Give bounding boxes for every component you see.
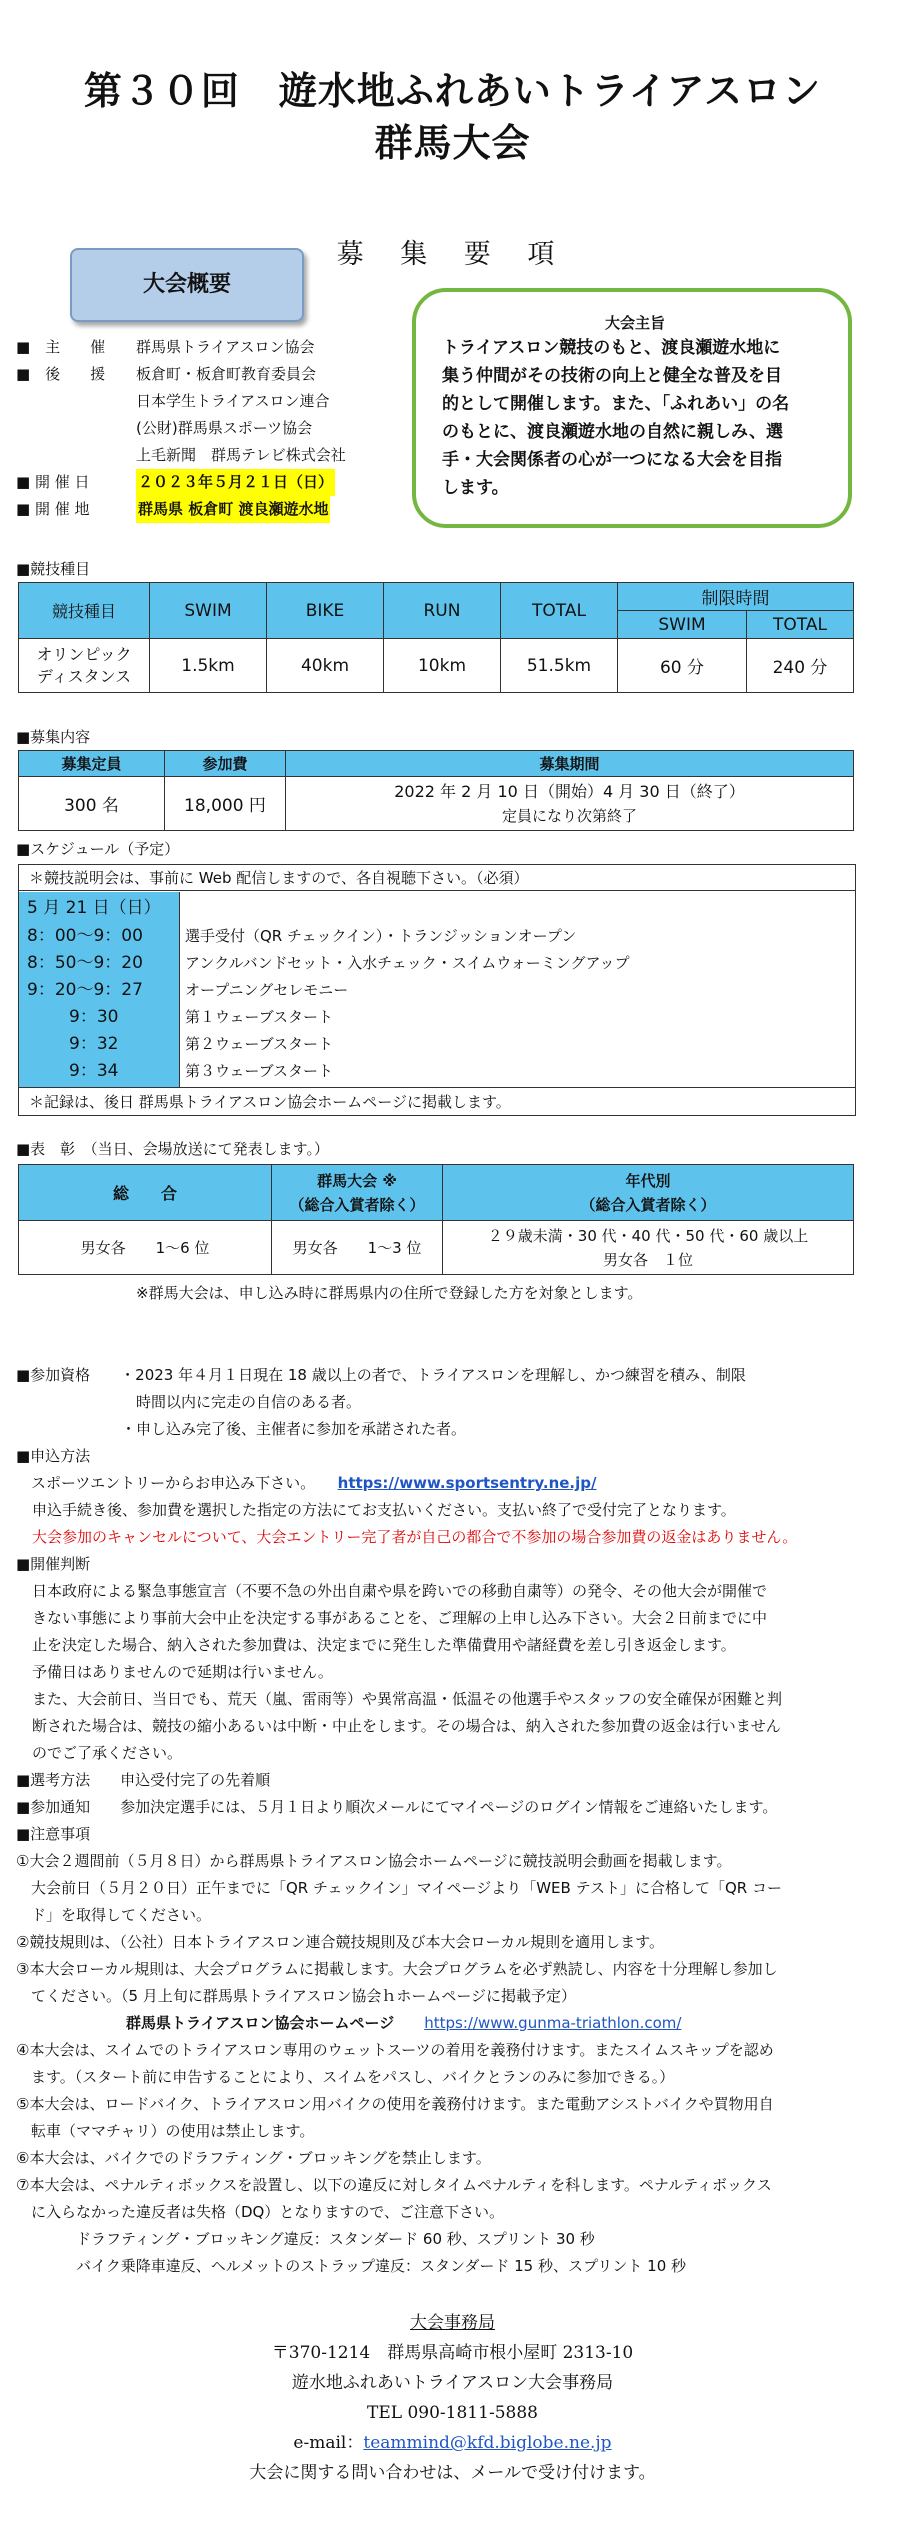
purpose-line: のもとに、渡良瀬遊水地の自然に親しみ、選 bbox=[442, 422, 784, 442]
event-limit-swim: 60 分 bbox=[618, 639, 747, 693]
recruit-period-note: 定員になり次第終了 bbox=[501, 806, 637, 825]
office-email-line bbox=[0, 2428, 905, 2458]
schedule-time: 9：34 bbox=[69, 1061, 119, 1081]
note-line: ⑥本大会は、バイクでのドラフティング・ブロッキングを禁止します。 bbox=[16, 2149, 491, 2167]
schedule-section-heading: ■スケジュール（予定） bbox=[16, 840, 180, 858]
notification-line: ■参加通知 参加決定選手には、５月１日より順次メールにてマイページのログイン情報をご連絡いたします。 bbox=[16, 1798, 778, 1816]
guidelines-body bbox=[16, 1362, 886, 2280]
events-section-heading: ■競技種目 bbox=[16, 560, 91, 578]
email-label: e-mail： bbox=[293, 2433, 364, 2453]
info-row-support-3 bbox=[16, 415, 346, 442]
info-value: (公財)群馬県スポーツ協会 bbox=[136, 419, 313, 437]
schedule-desc: 第２ウェーブスタート bbox=[185, 1035, 334, 1053]
schedule-desc: 選手受付（QR チェックイン）・トランジッションオープン bbox=[185, 927, 577, 945]
schedule-time: 9：30 bbox=[69, 1007, 119, 1027]
event-total: 51.5km bbox=[501, 639, 618, 693]
purpose-line: 手・大会関係者の心が一つになる大会を目指 bbox=[442, 450, 782, 470]
purpose-line: 集う仲間がその技術の向上と健全な普及を目 bbox=[442, 366, 782, 386]
office-name: 遊水地ふれあいトライアスロン大会事務局 bbox=[291, 2373, 614, 2393]
info-value: 日本学生トライアスロン連合 bbox=[136, 392, 330, 410]
info-key: ■ 後 援 bbox=[16, 365, 106, 383]
note-line: 転車（ママチャリ）の使用は禁止します。 bbox=[16, 2122, 315, 2140]
schedule-time: 9：32 bbox=[69, 1034, 119, 1054]
judge-line: きない事態により事前大会中止を決定する事があることを、ご理解の上申し込み下さい。大会２日前までに中 bbox=[32, 1609, 768, 1627]
judge-line: また、大会前日、当日でも、荒天（嵐、雷雨等）や異常高温・低温その他選手やスタッフの安全確保が困難と判 bbox=[32, 1690, 783, 1708]
eligibility-line: ・申し込み完了後、主催者に参加を承諾された者。 bbox=[16, 1420, 467, 1438]
events-header-event: 競技種目 bbox=[19, 583, 150, 639]
awards-header-gunma: 群馬大会 ※ bbox=[317, 1171, 397, 1190]
schedule-time: 8：50～9：20 bbox=[27, 953, 143, 973]
page-title: 第３０回 遊水地ふれあいトライアスロン bbox=[83, 69, 822, 113]
info-key: ■ 開 催 地 bbox=[16, 500, 90, 518]
penalty-line: ドラフティング・ブロッキング違反：スタンダード 60 秒、スプリント 30 秒 bbox=[16, 2230, 595, 2248]
awards-header-overall: 総 合 bbox=[19, 1165, 272, 1221]
info-row-support bbox=[16, 361, 346, 388]
note-line: ④本大会は、スイムでのトライアスロン専用のウェットスーツの着用を義務付けます。またスイムスキップを認め bbox=[16, 2041, 774, 2059]
recruit-header-fee: 参加費 bbox=[165, 751, 286, 777]
event-name: オリンピック ディスタンス bbox=[19, 639, 150, 693]
awards-header-age-note: （総合入賞者除く） bbox=[580, 1195, 716, 1214]
judge-line: 予備日はありませんので延期は行いません。 bbox=[32, 1663, 333, 1681]
purpose-line: 的として開催します。また、「ふれあい」の名 bbox=[442, 394, 790, 414]
recruit-capacity: 300 名 bbox=[19, 777, 165, 831]
note-line: てください。（5 月上旬に群馬県トライアスロン協会ｈホームページに掲載予定） bbox=[16, 1987, 577, 2005]
notes-heading: ■注意事項 bbox=[16, 1825, 91, 1843]
schedule-footer: ＊記録は、後日 群馬県トライアスロン協会ホームページに掲載します。 bbox=[19, 1087, 855, 1115]
events-header-limit: 制限時間 bbox=[618, 583, 854, 611]
info-key: ■ 開 催 日 bbox=[16, 473, 90, 491]
info-row-support-2 bbox=[16, 388, 346, 415]
events-table bbox=[18, 582, 854, 693]
awards-overall: 男女各 1～6 位 bbox=[19, 1221, 272, 1275]
awards-note: ※群馬大会は、申し込み時に群馬県内の住所で登録した方を対象とします。 bbox=[136, 1284, 643, 1302]
purpose-line: トライアスロン競技のもと、渡良瀬遊水地に bbox=[442, 338, 781, 358]
apply-payment-line: 申込手続き後、参加費を選択した指定の方法にてお支払いください。支払い終了で受付完了となります。 bbox=[32, 1501, 736, 1519]
office-contact: 大会に関する問い合わせは、メールで受け付けます。 bbox=[249, 2463, 656, 2483]
event-swim: 1.5km bbox=[150, 639, 267, 693]
info-row-support-4 bbox=[16, 442, 346, 469]
email-link[interactable]: teammind@kfd.biglobe.ne.jp bbox=[363, 2433, 612, 2453]
cancel-policy-line: 大会参加のキャンセルについて、大会エントリー完了者が自己の都合で不参加の場合参加費の返金はありません。 bbox=[32, 1528, 798, 1546]
events-header-limit-swim: SWIM bbox=[618, 611, 747, 639]
schedule-note: ＊競技説明会は、事前に Web 配信しますので、各自視聴下さい。（必須） bbox=[19, 865, 855, 891]
event-run: 10km bbox=[384, 639, 501, 693]
judge-line: 断された場合は、競技の縮小あるいは中断・中止をします。その場合は、納入された参加費の返金は行いません bbox=[32, 1717, 781, 1735]
judge-line: 日本政府による緊急事態宣言（不要不急の外出自粛や県を跨いでの移動自粛等）の発令、その他大会が開催で bbox=[32, 1582, 768, 1600]
schedule-desc: 第１ウェーブスタート bbox=[185, 1008, 334, 1026]
schedule-date: 5 月 21 日（日） bbox=[27, 898, 161, 918]
apply-line bbox=[16, 1470, 886, 1497]
info-row-organizer bbox=[16, 334, 346, 361]
recruit-section-heading: ■募集内容 bbox=[16, 728, 91, 746]
schedule-time: 8：00～9：00 bbox=[27, 926, 143, 946]
events-header-limit-total: TOTAL bbox=[747, 611, 854, 639]
events-header-run: RUN bbox=[384, 583, 501, 639]
note-line: ⑦本大会は、ペナルティボックスを設置し、以下の違反に対しタイムペナルティを科します。ペナルティボックス bbox=[16, 2176, 772, 2194]
office-block bbox=[0, 2308, 905, 2488]
info-row-venue bbox=[16, 496, 346, 523]
office-tel: TEL 090-1811-5888 bbox=[367, 2403, 538, 2423]
awards-section-heading: ■表 彰 （当日、会場放送にて発表します。） bbox=[16, 1140, 329, 1158]
recruit-period: 2022 年 2 月 10 日（開始）4 月 30 日（終了） bbox=[394, 781, 745, 801]
recruit-table bbox=[18, 750, 854, 831]
schedule-desc: オープニングセレモニー bbox=[185, 981, 349, 999]
overview-label: 大会概要 bbox=[70, 248, 304, 322]
apply-heading: ■申込方法 bbox=[16, 1447, 91, 1465]
purpose-box bbox=[412, 288, 852, 528]
purpose-line: します。 bbox=[442, 478, 509, 498]
page-title-line2: 群馬大会 bbox=[374, 121, 531, 165]
events-header-bike: BIKE bbox=[267, 583, 384, 639]
sportsentry-link[interactable]: https://www.sportsentry.ne.jp/ bbox=[337, 1474, 597, 1492]
awards-age-groups: ２９歳未満・30 代・40 代・50 代・60 歳以上 bbox=[487, 1226, 809, 1245]
event-limit-total: 240 分 bbox=[747, 639, 854, 693]
office-heading: 大会事務局 bbox=[410, 2313, 495, 2333]
note-line: ③本大会ローカル規則は、大会プログラムに掲載します。大会プログラムを必ず熟読し、内容を十分理解し参加し bbox=[16, 1960, 778, 1978]
office-address: 〒370-1214 群馬県高崎市根小屋町 2313-10 bbox=[271, 2343, 634, 2363]
event-venue: 群馬県 板倉町 渡良瀬遊水地 bbox=[136, 496, 330, 523]
schedule-desc: 第３ウェーブスタート bbox=[185, 1062, 334, 1080]
event-bike: 40km bbox=[267, 639, 384, 693]
recruitment-guidelines-heading: 募 集 要 項 bbox=[336, 239, 569, 270]
judge-heading: ■開催判断 bbox=[16, 1555, 91, 1573]
info-value: 板倉町・板倉町教育委員会 bbox=[136, 365, 317, 383]
note-line: ⑤本大会は、ロードバイク、トライアスロン用バイクの使用を義務付けます。また電動アシストバイクや買物用自 bbox=[16, 2095, 774, 2113]
eligibility-line: ■参加資格 ・2023 年４月１日現在 18 歳以上の者で、トライアスロンを理解し、かつ練習を積み、制限 bbox=[16, 1366, 746, 1384]
schedule-box bbox=[18, 864, 856, 1116]
note-line: 大会前日（５月２０日）正午までに「QR チェックイン」マイページより「WEB テスト」に合格して「QR コー bbox=[16, 1879, 782, 1897]
note-line: ます。（スタート前に申告することにより、スイムをパスし、バイクとランのみに参加できる。） bbox=[16, 2068, 675, 2086]
info-value: 群馬県トライアスロン協会 bbox=[136, 338, 315, 356]
homepage-label: 群馬県トライアスロン協会ホームページ bbox=[126, 2014, 395, 2032]
note-line: ②競技規則は、（公社）日本トライアスロン連合競技規則及び本大会ローカル規則を適用します。 bbox=[16, 1933, 664, 1951]
homepage-line bbox=[16, 2010, 886, 2037]
info-value: 上毛新聞 群馬テレビ株式会社 bbox=[136, 446, 346, 464]
info-key: ■ 主 催 bbox=[16, 338, 106, 356]
recruit-fee: 18,000 円 bbox=[165, 777, 286, 831]
note-line: ド」を取得してください。 bbox=[16, 1906, 212, 1924]
penalty-line: バイク乗降車違反、ヘルメットのストラップ違反：スタンダード 15 秒、スプリント 10 秒 bbox=[16, 2257, 687, 2275]
judge-line: 止を決定した場合、納入された参加費は、決定までに発生した準備費用や諸経費を差し引き返金します。 bbox=[32, 1636, 736, 1654]
event-info-list bbox=[16, 334, 346, 523]
gunma-triathlon-link[interactable]: https://www.gunma-triathlon.com/ bbox=[424, 2014, 682, 2032]
awards-header-gunma-note: （総合入賞者除く） bbox=[289, 1195, 425, 1214]
awards-header-age: 年代別 bbox=[625, 1171, 671, 1190]
note-line: に入らなかった違反者は失格（DQ）となりますので、ご注意下さい。 bbox=[16, 2203, 505, 2221]
awards-table bbox=[18, 1164, 854, 1275]
info-row-date bbox=[16, 469, 346, 496]
awards-age-rank: 男女各 １位 bbox=[602, 1250, 693, 1269]
apply-text: スポーツエントリーからお申込み下さい。 bbox=[31, 1474, 308, 1492]
eligibility-line: 時間以内に完走の自信のある者。 bbox=[16, 1393, 362, 1411]
selection-line: ■選考方法 申込受付完了の先着順 bbox=[16, 1771, 271, 1789]
schedule-desc: アンクルバンドセット・入水チェック・スイムウォーミングアップ bbox=[185, 954, 630, 972]
events-header-swim: SWIM bbox=[150, 583, 267, 639]
purpose-heading: 大会主旨 bbox=[604, 314, 665, 332]
recruit-header-capacity: 募集定員 bbox=[19, 751, 165, 777]
note-line: ①大会２週間前（５月８日）から群馬県トライアスロン協会ホームページに競技説明会動画を掲載します。 bbox=[16, 1852, 732, 1870]
event-date: ２０２３年５月２１日（日） bbox=[136, 469, 335, 496]
judge-line: のでご了承ください。 bbox=[32, 1744, 183, 1762]
schedule-time: 9：20～9：27 bbox=[27, 980, 143, 1000]
awards-gunma: 男女各 1～3 位 bbox=[272, 1221, 443, 1275]
events-header-total: TOTAL bbox=[501, 583, 618, 639]
recruit-header-period: 募集期間 bbox=[286, 751, 854, 777]
